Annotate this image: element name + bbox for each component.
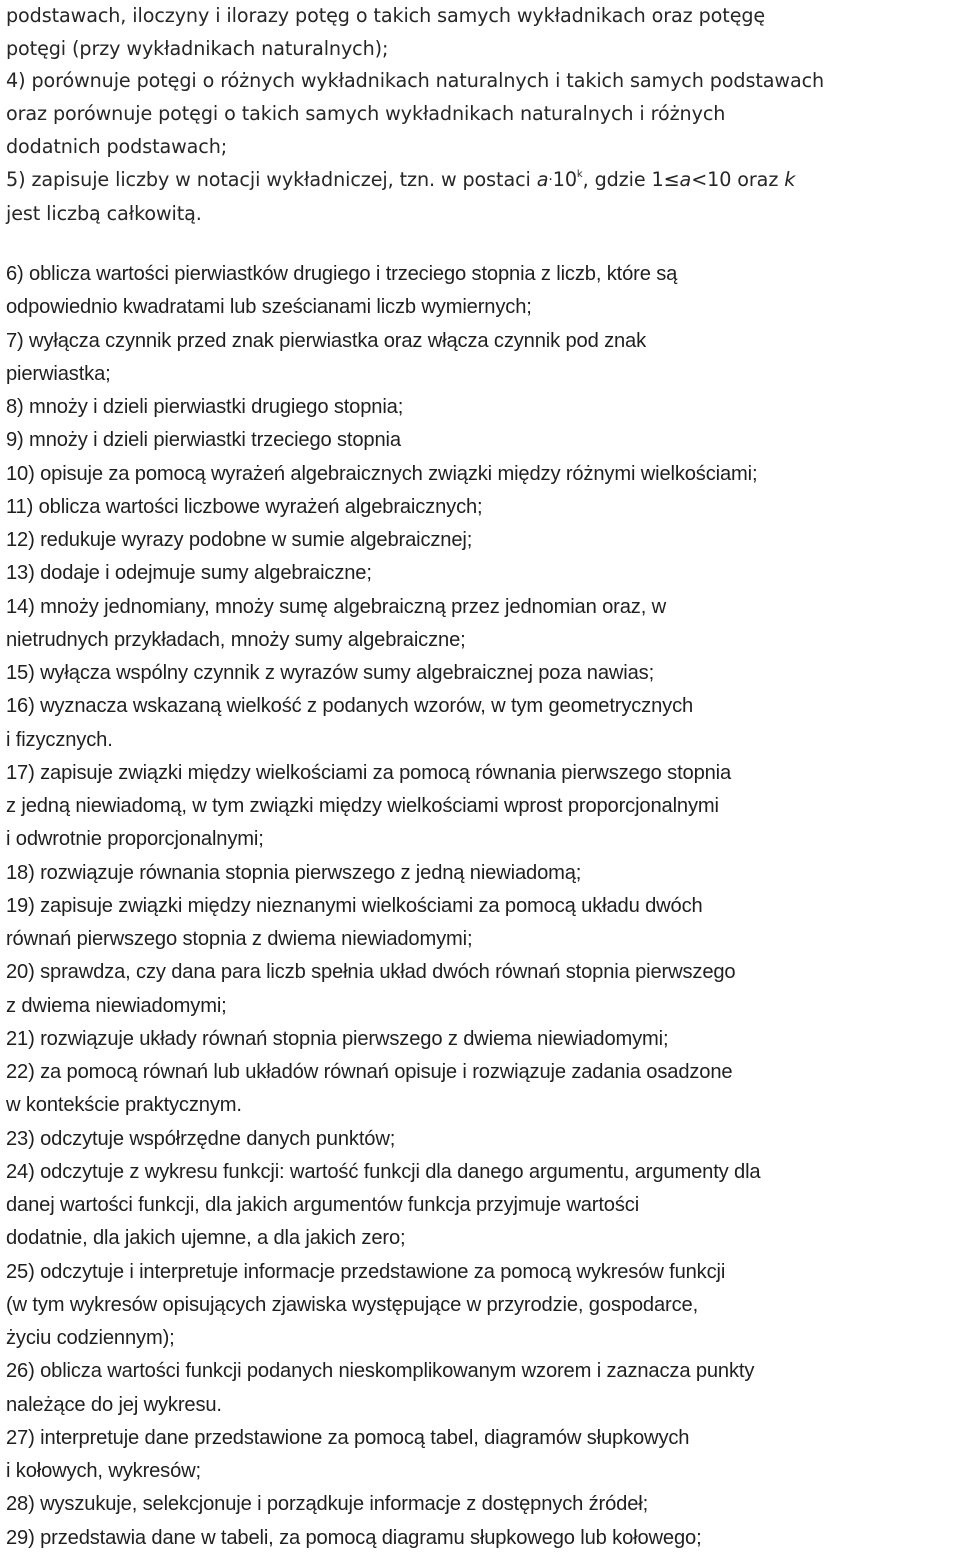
intro-section <box>6 0 960 231</box>
list-item-line: 16) wyznacza wskazaną wielkość z podanych wzorów, w tym geometrycznych <box>6 695 694 718</box>
list-item-line: życiu codziennym); <box>6 1327 175 1349</box>
list-item-line: 14) mnoży jednomiany, mnoży sumę algebraiczną przez jednomian oraz, w <box>6 595 667 618</box>
text-line: potęgi (przy wykładnikach naturalnych); <box>6 36 389 60</box>
list-item-line: pierwiastka; <box>6 362 111 385</box>
list-item-line: 22) za pomocą równań lub układów równań opisuje i rozwiązuje zadania osadzone <box>6 1061 733 1083</box>
list-item-line: w kontekście praktycznym. <box>6 1094 242 1117</box>
list-item-line: 11) oblicza wartości liczbowe wyrażeń algebraicznych; <box>6 495 483 518</box>
list-item-line: 7) wyłącza czynnik przed znak pierwiastka oraz włącza czynnik pod znak <box>6 329 647 352</box>
item-5-line <box>6 164 958 199</box>
list-item-line: (w tym wykresów opisujących zjawiska występujące w przyrodzie, gospodarce, <box>6 1293 699 1316</box>
requirements-list <box>6 258 960 1555</box>
item-5-continuation: jest liczbą całkowitą. <box>6 202 202 226</box>
list-item-line: 19) zapisuje związki między nieznanymi wielkościami za pomocą układu dwóch <box>6 894 703 917</box>
list-item-line: równań pierwszego stopnia z dwiema niewiadomymi; <box>6 928 473 950</box>
list-item-line: 23) odczytuje współrzędne danych punktów; <box>6 1127 396 1150</box>
text-line: dodatnich podstawach; <box>6 134 228 158</box>
math-var-a-2: a <box>679 167 692 191</box>
math-exponent-k: k <box>576 168 583 180</box>
list-item-line: należące do jej wykresu. <box>6 1393 222 1416</box>
list-item-line: 25) odczytuje i interpretuje informacje przedstawione za pomocą wykresów funkcji <box>6 1260 726 1283</box>
list-item-line: z dwiema niewiadomymi; <box>6 994 227 1017</box>
list-item-line: 24) odczytuje z wykresu funkcji: wartość funkcji dla danego argumentu, argumenty dla <box>6 1160 761 1183</box>
list-item-line: z jedną niewiadomą, w tym związki między wielkościami wprost proporcjonalnymi <box>6 795 719 817</box>
list-item-line: 13) dodaje i odejmuje sumy algebraiczne; <box>6 562 372 585</box>
list-item-line: 26) oblicza wartości funkcji podanych nieskomplikowanym wzorem i zaznacza punkty <box>6 1360 755 1383</box>
list-item-line: i odwrotnie proporcjonalnymi; <box>6 828 264 851</box>
list-item-line: dodatnie, dla jakich ujemne, a dla jakich zero; <box>6 1227 406 1250</box>
item-5-text-3: <10 oraz <box>691 167 785 191</box>
list-item-line: 9) mnoży i dzieli pierwiastki trzeciego stopnia <box>6 429 401 452</box>
list-item-line: 28) wyszukuje, selekcjonuje i porządkuje informacje z dostępnych źródeł; <box>6 1493 649 1516</box>
math-dot-operator: · <box>548 171 553 188</box>
list-item-line: 12) redukuje wyrazy podobne w sumie algebraicznej; <box>6 529 473 551</box>
list-item-line: i fizycznych. <box>6 728 113 751</box>
list-item-line: 29) przedstawia dane w tabeli, za pomocą diagramu słupkowego lub kołowego; <box>6 1526 702 1549</box>
list-item-line: danej wartości funkcji, dla jakich argumentów funkcja przyjmuje wartości <box>6 1194 640 1216</box>
item-5-text-2: , gdzie 1 <box>582 167 664 191</box>
math-var-a: a <box>536 167 549 191</box>
list-item-line: 6) oblicza wartości pierwiastków drugiego i trzeciego stopnia z liczb, które są <box>6 263 678 285</box>
text-line: 4) porównuje potęgi o różnych wykładnikach naturalnych i takich samych podstawach <box>6 69 825 93</box>
item-5-text: 5) zapisuje liczby w notacji wykładniczej, tzn. w postaci <box>6 167 537 191</box>
list-item-line: odpowiednio kwadratami lub sześcianami liczb wymiernych; <box>6 296 532 319</box>
list-item-line: i kołowych, wykresów; <box>6 1460 202 1482</box>
list-item-line: 10) opisuje za pomocą wyrażeń algebraicznych związki między różnymi wielkościami; <box>6 462 758 485</box>
text-line: podstawach, iloczyny i ilorazy potęg o takich samych wykładnikach oraz potęgę <box>6 4 766 27</box>
list-item-line: 27) interpretuje dane przedstawione za pomocą tabel, diagramów słupkowych <box>6 1426 690 1449</box>
list-item-line: 20) sprawdza, czy dana para liczb spełnia układ dwóch równań stopnia pierwszego <box>6 961 736 984</box>
list-item-line: 15) wyłącza wspólny czynnik z wyrazów sumy algebraicznej poza nawias; <box>6 662 655 684</box>
math-ten: 10 <box>552 167 577 191</box>
list-item-line: 21) rozwiązuje układy równań stopnia pierwszego z dwiema niewiadomymi; <box>6 1027 669 1050</box>
list-item-line: nietrudnych przykładach, mnoży sumy algebraiczne; <box>6 628 466 651</box>
list-item-line: 18) rozwiązuje równania stopnia pierwszego z jedną niewiadomą; <box>6 861 582 884</box>
math-le-symbol: ≤ <box>663 167 680 191</box>
list-item-line: 8) mnoży i dzieli pierwiastki drugiego stopnia; <box>6 396 404 418</box>
math-var-k: k <box>784 167 796 191</box>
text-line: oraz porównuje potęgi o takich samych wykładnikach naturalnych i różnych <box>6 102 726 126</box>
list-item-line: 17) zapisuje związki między wielkościami za pomocą równania pierwszego stopnia <box>6 761 732 784</box>
